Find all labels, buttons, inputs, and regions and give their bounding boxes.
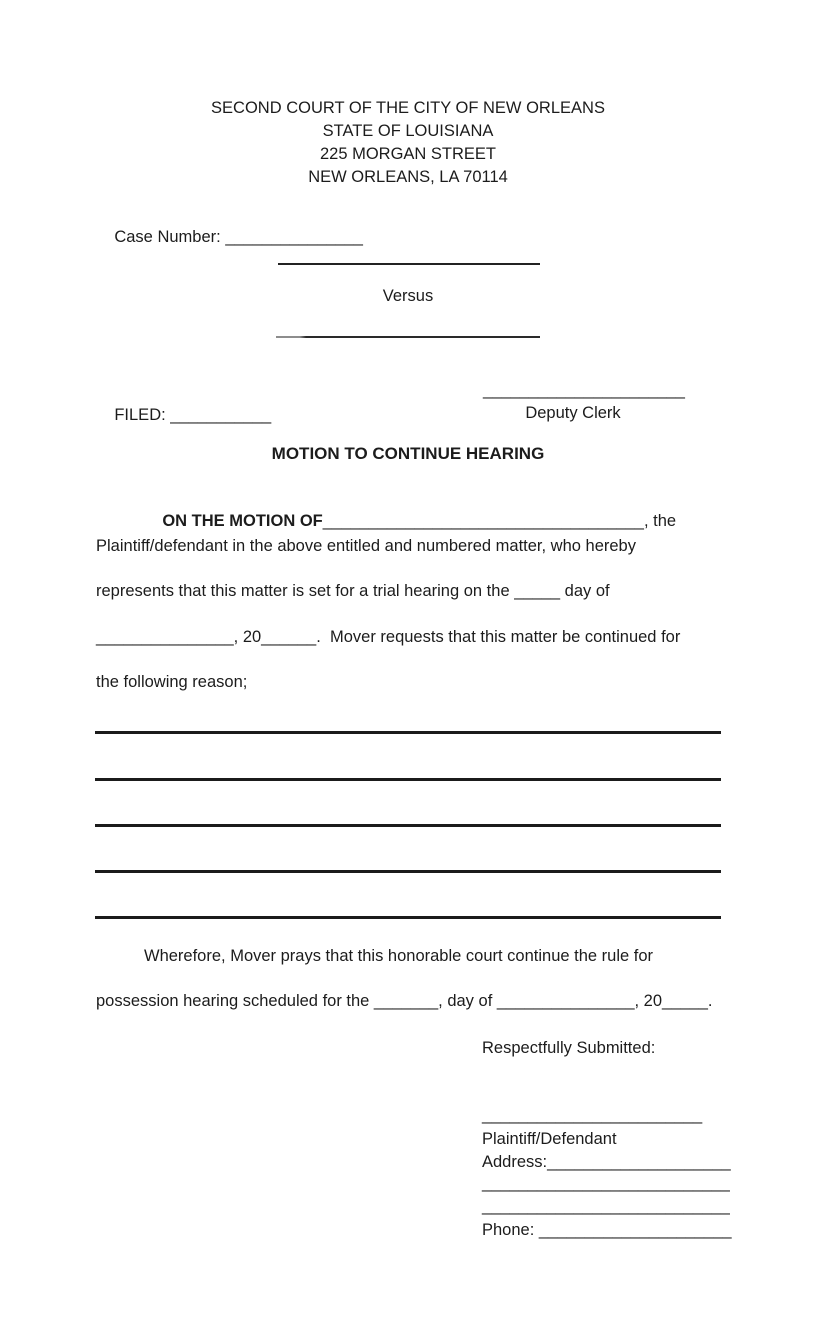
reason-blank-line [95, 731, 721, 734]
body-line-5: the following reason; [96, 673, 248, 691]
reason-blank-line [95, 778, 721, 781]
court-state: STATE OF LOUISIANA [322, 122, 494, 140]
body-line-3: represents that this matter is set for a trial hearing on the _____ day of [96, 582, 610, 600]
document-title: MOTION TO CONTINUE HEARING [271, 444, 545, 463]
motion-of-lead: ON THE MOTION OF [162, 512, 323, 530]
wherefore-line-2: possession hearing scheduled for the _______, day of _______________, 20_____. [96, 992, 713, 1010]
versus-label: Versus [382, 287, 434, 305]
wherefore-line-1: Wherefore, Mover prays that this honorable court continue the rule for [144, 947, 654, 965]
defendant-name-line [276, 336, 540, 338]
plaintiff-name-line [278, 263, 540, 265]
signer-role-label: Plaintiff/Defendant [482, 1130, 617, 1148]
reason-blank-line [95, 824, 721, 827]
address-line: Address:____________________ [482, 1153, 731, 1171]
phone-line: Phone: _____________________ [482, 1221, 732, 1239]
court-name: SECOND COURT OF THE CITY OF NEW ORLEANS [211, 99, 605, 117]
case-number-blank: _______________ [225, 228, 363, 246]
reason-blank-line [95, 870, 721, 873]
reason-blank-line [95, 916, 721, 919]
motion-of-blank: ___________________________________ [322, 512, 644, 530]
court-street: 225 MORGAN STREET [319, 145, 497, 163]
address-blank-line-2: ___________________________ [482, 1197, 730, 1215]
signature-line: ________________________ [482, 1106, 703, 1124]
court-city: NEW ORLEANS, LA 70114 [308, 168, 508, 186]
case-number-row [96, 206, 363, 269]
filed-label: FILED: [114, 406, 171, 424]
address-blank-line-1: ___________________________ [482, 1174, 730, 1192]
deputy-clerk-label: Deputy Clerk [525, 404, 621, 422]
motion-of-tail: , the [643, 512, 677, 530]
court-header [0, 97, 816, 189]
body-line-2: Plaintiff/defendant in the above entitled and numbered matter, who hereby [96, 537, 636, 555]
respectfully-submitted-label: Respectfully Submitted: [482, 1039, 656, 1057]
filed-row [96, 384, 271, 447]
body-line-4: _______________, 20______. Mover requests that this matter be continued for [96, 628, 681, 646]
filed-blank: ___________ [170, 406, 272, 424]
case-number-label: Case Number: [114, 228, 226, 246]
deputy-clerk-line: ______________________ [483, 381, 685, 399]
